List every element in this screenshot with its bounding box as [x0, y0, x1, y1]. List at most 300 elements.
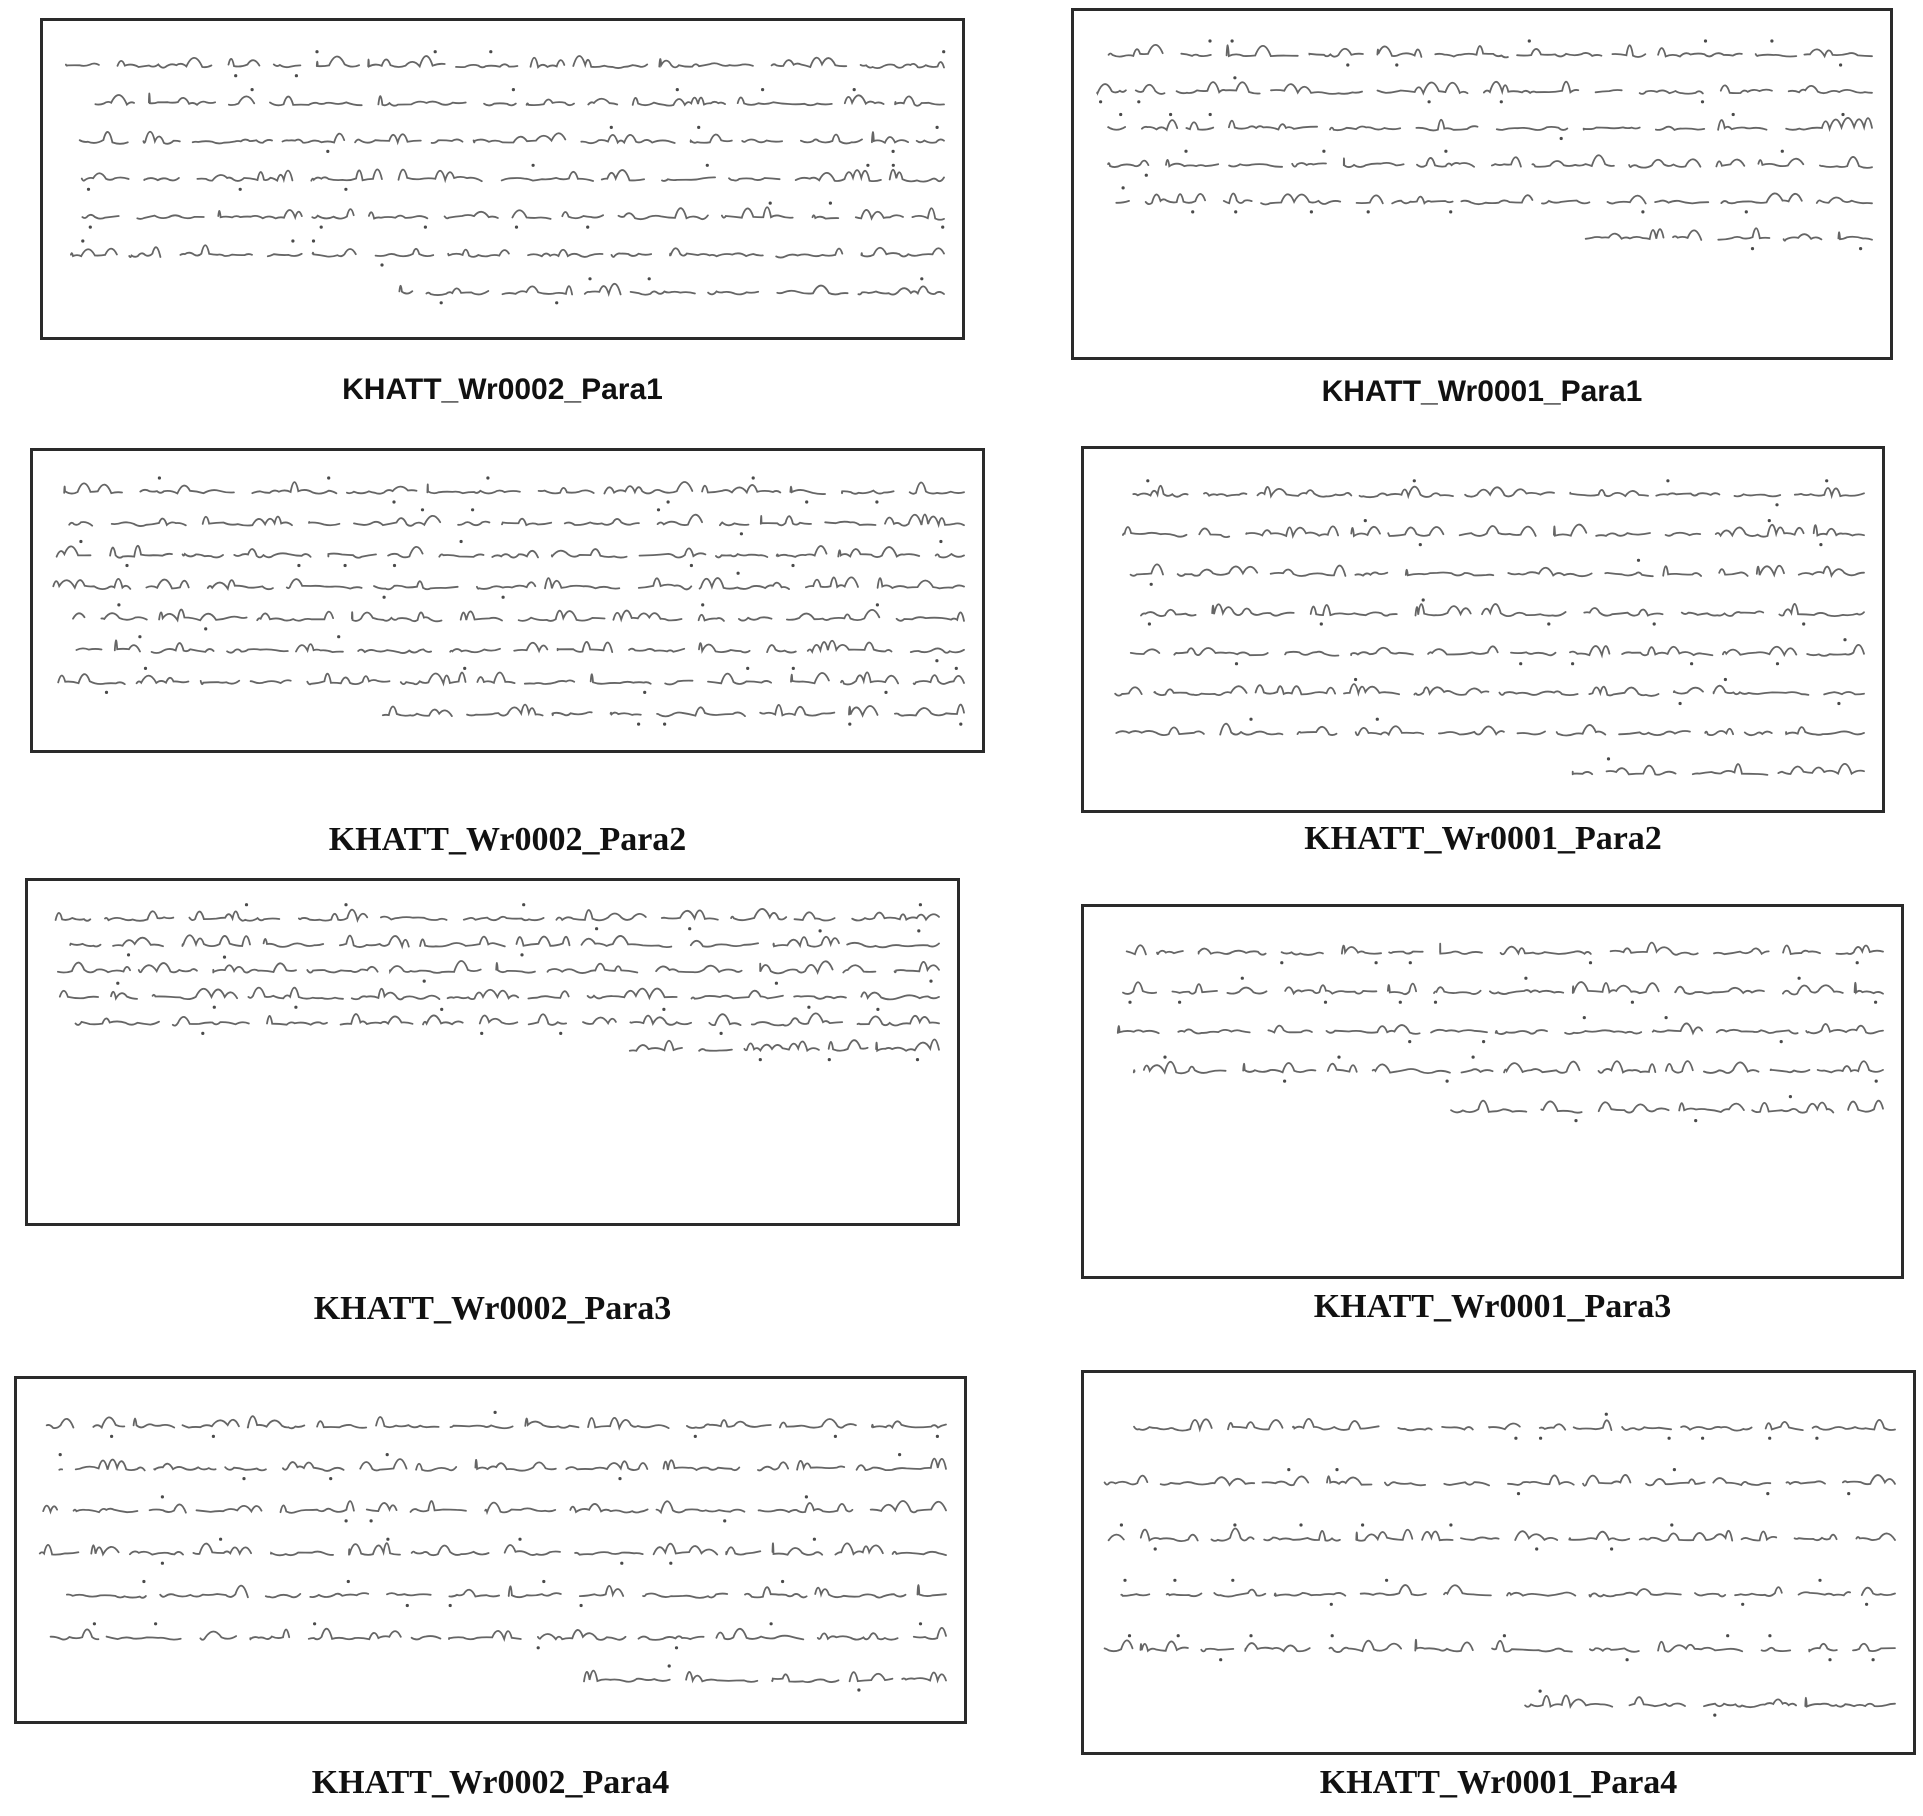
diacritic-dot	[1361, 1523, 1364, 1526]
diacritic-dot	[939, 540, 942, 543]
diacritic-dot	[1768, 1437, 1771, 1440]
diacritic-dot	[690, 564, 693, 567]
diacritic-dot	[920, 277, 923, 280]
diacritic-dot	[1789, 1095, 1792, 1098]
diacritic-dot	[161, 1562, 164, 1565]
diacritic-dot	[1367, 210, 1370, 213]
sample-panel-wr0001-para2	[1081, 446, 1885, 866]
diacritic-dot	[1249, 718, 1252, 721]
diacritic-dot	[460, 540, 463, 543]
diacritic-dot	[1856, 961, 1859, 964]
script-line	[1127, 943, 1883, 955]
diacritic-dot	[857, 1688, 860, 1691]
diacritic-dot	[807, 1006, 810, 1009]
diacritic-dot	[643, 691, 646, 694]
sample-panel-wr0002-para3	[25, 878, 960, 1338]
diacritic-dot	[89, 226, 92, 229]
diacritic-dot	[1209, 113, 1212, 116]
diacritic-dot	[1704, 39, 1707, 42]
diacritic-dot	[1241, 977, 1244, 980]
diacritic-dot	[532, 164, 535, 167]
diacritic-dot	[1472, 1056, 1475, 1059]
diacritic-dot	[1122, 186, 1125, 189]
diacritic-dot	[125, 564, 128, 567]
sample-caption: KHATT_Wr0002_Para3	[313, 1290, 672, 1327]
diacritic-dot	[1364, 519, 1367, 522]
diacritic-dot	[1235, 662, 1238, 665]
diacritic-dot	[1154, 1547, 1157, 1550]
diacritic-dot	[1875, 1080, 1878, 1083]
diacritic-dot	[313, 1622, 316, 1625]
script-line	[1131, 645, 1864, 656]
script-line	[58, 961, 939, 973]
diacritic-dot	[701, 603, 704, 606]
diacritic-dot	[440, 1008, 443, 1011]
diacritic-dot	[1768, 1634, 1771, 1637]
diacritic-dot	[1770, 39, 1773, 42]
diacritic-dot	[219, 1538, 222, 1541]
diacritic-dot	[1419, 543, 1422, 546]
diacritic-dot	[1310, 210, 1313, 213]
handwriting-strokes	[43, 21, 962, 337]
sample-panel-wr0001-para3	[1081, 904, 1904, 1334]
sample-caption: KHATT_Wr0001_Para2	[1304, 820, 1662, 857]
diacritic-dot	[344, 188, 347, 191]
diacritic-dot	[1208, 39, 1211, 42]
script-line	[1573, 764, 1864, 775]
diacritic-dot	[648, 277, 651, 280]
script-line	[58, 672, 964, 684]
diacritic-dot	[423, 980, 426, 983]
diacritic-dot	[1299, 1523, 1302, 1526]
diacritic-dot	[1776, 662, 1779, 665]
diacritic-dot	[1385, 1579, 1388, 1582]
diacritic-dot	[1610, 1547, 1613, 1550]
script-line	[1133, 486, 1864, 497]
diacritic-dot	[1320, 622, 1323, 625]
diacritic-dot	[245, 903, 248, 906]
diacritic-dot	[1547, 622, 1550, 625]
script-line	[82, 169, 944, 181]
handwriting-strokes	[1084, 907, 1901, 1276]
sample-panel-wr0002-para2	[30, 448, 985, 868]
diacritic-dot	[494, 1411, 497, 1414]
diacritic-dot	[1701, 1437, 1704, 1440]
diacritic-dot	[87, 188, 90, 191]
diacritic-dot	[1818, 1579, 1821, 1582]
diacritic-dot	[694, 1435, 697, 1438]
diacritic-dot	[688, 927, 691, 930]
diacritic-dot	[1444, 150, 1447, 153]
diacritic-dot	[393, 564, 396, 567]
diacritic-dot	[917, 929, 920, 932]
diacritic-dot	[392, 500, 395, 503]
sample-caption: KHATT_Wr0002_Para2	[328, 821, 687, 858]
diacritic-dot	[158, 476, 161, 479]
diacritic-dot	[1191, 210, 1194, 213]
handwriting-scan	[30, 448, 985, 753]
sample-panel-wr0002-para1	[40, 18, 965, 418]
handwriting-scan	[40, 18, 965, 340]
diacritic-dot	[144, 667, 147, 670]
diacritic-dot	[637, 723, 640, 726]
diacritic-dot	[386, 1538, 389, 1541]
diacritic-dot	[1626, 1658, 1629, 1661]
diacritic-dot	[853, 88, 856, 91]
script-line	[76, 640, 964, 653]
diacritic-dot	[892, 150, 895, 153]
diacritic-dot	[1234, 210, 1237, 213]
diacritic-dot	[1145, 174, 1148, 177]
diacritic-dot	[1346, 63, 1349, 66]
script-line	[1108, 118, 1872, 131]
diacritic-dot	[1422, 598, 1425, 601]
diacritic-dot	[1802, 622, 1805, 625]
diacritic-dot	[941, 226, 944, 229]
diacritic-dot	[1653, 622, 1656, 625]
diacritic-dot	[588, 277, 591, 280]
diacritic-dot	[1701, 100, 1704, 103]
script-line	[64, 482, 964, 494]
diacritic-dot	[320, 226, 323, 229]
diacritic-dot	[1337, 1056, 1340, 1059]
script-line	[67, 1585, 946, 1598]
diacritic-dot	[105, 691, 108, 694]
diacritic-dot	[1517, 1492, 1520, 1495]
diacritic-dot	[1560, 137, 1563, 140]
diacritic-dot	[1837, 702, 1840, 705]
diacritic-dot	[697, 126, 700, 129]
diacritic-dot	[1500, 100, 1503, 103]
diacritic-dot	[344, 564, 347, 567]
diacritic-dot	[848, 723, 851, 726]
diacritic-dot	[515, 226, 518, 229]
diacritic-dot	[542, 1580, 545, 1583]
script-line	[1108, 155, 1872, 168]
diacritic-dot	[620, 1562, 623, 1565]
diacritic-dot	[424, 226, 427, 229]
diacritic-dot	[1539, 1437, 1542, 1440]
diacritic-dot	[1694, 1119, 1697, 1122]
diacritic-dot	[1607, 757, 1610, 760]
diacritic-dot	[370, 1519, 373, 1522]
diacritic-dot	[1583, 1016, 1586, 1019]
diacritic-dot	[1331, 1634, 1334, 1637]
sample-caption: KHATT_Wr0001_Para3	[1313, 1288, 1672, 1325]
diacritic-dot	[471, 508, 474, 511]
diacritic-dot	[866, 164, 869, 167]
diacritic-dot	[59, 1453, 62, 1456]
script-line	[47, 1416, 946, 1428]
handwriting-scan	[25, 878, 960, 1226]
diacritic-dot	[805, 500, 808, 503]
diacritic-dot	[1148, 622, 1151, 625]
script-line	[53, 577, 964, 589]
script-line	[1105, 1475, 1895, 1486]
diacritic-dot	[449, 1604, 452, 1607]
diacritic-dot	[127, 953, 130, 956]
diacritic-dot	[204, 627, 207, 630]
diacritic-dot	[297, 564, 300, 567]
diacritic-dot	[1184, 150, 1187, 153]
script-line	[1134, 1061, 1883, 1073]
script-line	[1121, 1585, 1895, 1597]
script-line	[69, 515, 964, 527]
diacritic-dot	[1099, 100, 1102, 103]
diacritic-dot	[669, 1562, 672, 1565]
diacritic-dot	[1798, 977, 1801, 980]
diacritic-dot	[1519, 662, 1522, 665]
diacritic-dot	[1434, 1001, 1437, 1004]
diacritic-dot	[1123, 1579, 1126, 1582]
script-line	[383, 705, 964, 717]
script-line	[630, 1039, 939, 1050]
script-line	[399, 284, 944, 295]
diacritic-dot	[1589, 961, 1592, 964]
diacritic-dot	[489, 50, 492, 53]
diacritic-dot	[518, 1538, 521, 1541]
diacritic-dot	[142, 1580, 145, 1583]
script-line	[584, 1671, 946, 1683]
diacritic-dot	[1768, 519, 1771, 522]
diacritic-dot	[663, 723, 666, 726]
diacritic-dot	[559, 1032, 562, 1035]
diacritic-dot	[1670, 1523, 1673, 1526]
diacritic-dot	[344, 903, 347, 906]
script-line	[1109, 1528, 1895, 1541]
diacritic-dot	[1535, 1547, 1538, 1550]
diacritic-dot	[315, 50, 318, 53]
diacritic-dot	[919, 903, 922, 906]
diacritic-dot	[829, 202, 832, 205]
script-line	[1115, 684, 1864, 696]
diacritic-dot	[81, 239, 84, 242]
diacritic-dot	[819, 929, 822, 932]
diacritic-dot	[834, 1435, 837, 1438]
diacritic-dot	[1409, 961, 1412, 964]
diacritic-dot	[463, 667, 466, 670]
diacritic-dot	[1413, 479, 1416, 482]
diacritic-dot	[1146, 479, 1149, 482]
diacritic-dot	[537, 1646, 540, 1649]
diacritic-dot	[942, 50, 945, 53]
diacritic-dot	[386, 1453, 389, 1456]
diacritic-dot	[1482, 1040, 1485, 1043]
diacritic-dot	[1780, 1040, 1783, 1043]
diacritic-dot	[440, 301, 443, 304]
diacritic-dot	[1741, 1603, 1744, 1606]
diacritic-dot	[1571, 662, 1574, 665]
diacritic-dot	[1446, 1080, 1449, 1083]
diacritic-dot	[1120, 1523, 1123, 1526]
diacritic-dot	[898, 1453, 901, 1456]
diacritic-dot	[1330, 1603, 1333, 1606]
handwriting-strokes	[1084, 1373, 1913, 1752]
diacritic-dot	[1781, 150, 1784, 153]
diacritic-dot	[1449, 1523, 1452, 1526]
diacritic-dot	[1673, 1468, 1676, 1471]
diacritic-dot	[329, 1477, 332, 1480]
diacritic-dot	[1283, 1080, 1286, 1083]
diacritic-dot	[1637, 559, 1640, 562]
diacritic-dot	[761, 88, 764, 91]
diacritic-dot	[781, 1580, 784, 1583]
diacritic-dot	[347, 1580, 350, 1583]
script-line	[51, 1628, 946, 1640]
diacritic-dot	[1233, 1523, 1236, 1526]
diacritic-dot	[595, 927, 598, 930]
sample-caption: KHATT_Wr0002_Para1	[342, 373, 663, 406]
diacritic-dot	[675, 1646, 678, 1649]
script-line	[76, 1013, 940, 1025]
diacritic-dot	[522, 903, 525, 906]
diacritic-dot	[1847, 1492, 1850, 1495]
diacritic-dot	[1399, 1001, 1402, 1004]
diacritic-dot	[1322, 150, 1325, 153]
diacritic-dot	[251, 88, 254, 91]
diacritic-dot	[1128, 1001, 1131, 1004]
diacritic-dot	[327, 476, 330, 479]
diacritic-dot	[884, 691, 887, 694]
diacritic-dot	[1163, 1056, 1166, 1059]
diacritic-dot	[1233, 76, 1236, 79]
diacritic-dot	[1732, 113, 1735, 116]
diacritic-dot	[1150, 583, 1153, 586]
diacritic-dot	[223, 956, 226, 959]
diacritic-dot	[1169, 113, 1172, 116]
script-line	[57, 546, 964, 558]
script-line	[71, 245, 944, 257]
diacritic-dot	[295, 74, 298, 77]
handwriting-strokes	[33, 451, 982, 750]
diacritic-dot	[759, 1058, 762, 1061]
handwriting-strokes	[17, 1379, 964, 1721]
diacritic-dot	[1408, 1040, 1411, 1043]
diacritic-dot	[486, 476, 489, 479]
diacritic-dot	[239, 188, 242, 191]
handwriting-scan	[1071, 8, 1893, 360]
diacritic-dot	[706, 164, 709, 167]
diacritic-dot	[1874, 1001, 1877, 1004]
diacritic-dot	[1335, 1468, 1338, 1471]
script-line	[1109, 45, 1872, 57]
diacritic-dot	[610, 126, 613, 129]
diacritic-dot	[1395, 63, 1398, 66]
diacritic-dot	[770, 1622, 773, 1625]
script-line	[1116, 724, 1864, 736]
sample-panel-wr0001-para4	[1081, 1370, 1916, 1810]
diacritic-dot	[383, 596, 386, 599]
diacritic-dot	[792, 667, 795, 670]
diacritic-dot	[502, 596, 505, 599]
diacritic-dot	[1713, 1714, 1716, 1717]
diacritic-dot	[876, 1008, 879, 1011]
diacritic-dot	[1376, 718, 1379, 721]
diacritic-dot	[234, 74, 237, 77]
diacritic-dot	[1631, 1001, 1634, 1004]
script-line	[1123, 525, 1864, 538]
script-line	[80, 132, 944, 144]
diacritic-dot	[1178, 1001, 1181, 1004]
diacritic-dot	[1428, 100, 1431, 103]
script-line	[60, 988, 939, 1000]
diacritic-dot	[1514, 1437, 1517, 1440]
script-line	[59, 1459, 946, 1471]
diacritic-dot	[791, 564, 794, 567]
diacritic-dot	[929, 980, 932, 983]
sample-panel-wr0002-para4	[14, 1376, 967, 1816]
diacritic-dot	[161, 1495, 164, 1498]
diacritic-dot	[1375, 961, 1378, 964]
diacritic-dot	[737, 572, 740, 575]
diacritic-dot	[1177, 1634, 1180, 1637]
diacritic-dot	[1690, 662, 1693, 665]
script-line	[1097, 82, 1872, 94]
script-line	[70, 935, 939, 947]
diacritic-dot	[138, 635, 141, 638]
script-line	[95, 93, 944, 105]
diacritic-dot	[919, 1622, 922, 1625]
diacritic-dot	[1524, 977, 1527, 980]
diacritic-dot	[326, 150, 329, 153]
diacritic-dot	[345, 1519, 348, 1522]
diacritic-dot	[1605, 1413, 1608, 1416]
diacritic-dot	[1865, 1603, 1868, 1606]
diacritic-dot	[1137, 100, 1140, 103]
diacritic-dot	[520, 953, 523, 956]
diacritic-dot	[154, 1622, 157, 1625]
diacritic-dot	[828, 1058, 831, 1061]
diacritic-dot	[212, 1435, 215, 1438]
diacritic-dot	[1775, 503, 1778, 506]
diacritic-dot	[657, 508, 660, 511]
diacritic-dot	[1449, 210, 1452, 213]
diacritic-dot	[1354, 678, 1357, 681]
diacritic-dot	[1231, 1579, 1234, 1582]
diacritic-dot	[723, 1519, 726, 1522]
script-line	[1525, 1696, 1895, 1708]
diacritic-dot	[512, 88, 515, 91]
diacritic-dot	[116, 982, 119, 985]
diacritic-dot	[406, 1604, 409, 1607]
diacritic-dot	[935, 659, 938, 662]
diacritic-dot	[380, 263, 383, 266]
diacritic-dot	[201, 1032, 204, 1035]
diacritic-dot	[740, 532, 743, 535]
diacritic-dot	[1539, 1690, 1542, 1693]
diacritic-dot	[805, 1495, 808, 1498]
diacritic-dot	[1819, 543, 1822, 546]
diacritic-dot	[955, 667, 958, 670]
diacritic-dot	[1666, 479, 1669, 482]
diacritic-dot	[1668, 1437, 1671, 1440]
sample-caption: KHATT_Wr0001_Para4	[1319, 1764, 1678, 1801]
diacritic-dot	[959, 723, 962, 726]
diacritic-dot	[769, 202, 772, 205]
script-line	[1451, 1101, 1883, 1113]
diacritic-dot	[1280, 961, 1283, 964]
diacritic-dot	[1641, 210, 1644, 213]
diacritic-dot	[662, 1008, 665, 1011]
diacritic-dot	[312, 239, 315, 242]
diacritic-dot	[1128, 1634, 1131, 1637]
diacritic-dot	[1324, 1001, 1327, 1004]
diacritic-dot	[1528, 39, 1531, 42]
script-line	[73, 610, 964, 622]
script-line	[1105, 1640, 1895, 1652]
diacritic-dot	[1766, 1492, 1769, 1495]
diacritic-dot	[876, 603, 879, 606]
